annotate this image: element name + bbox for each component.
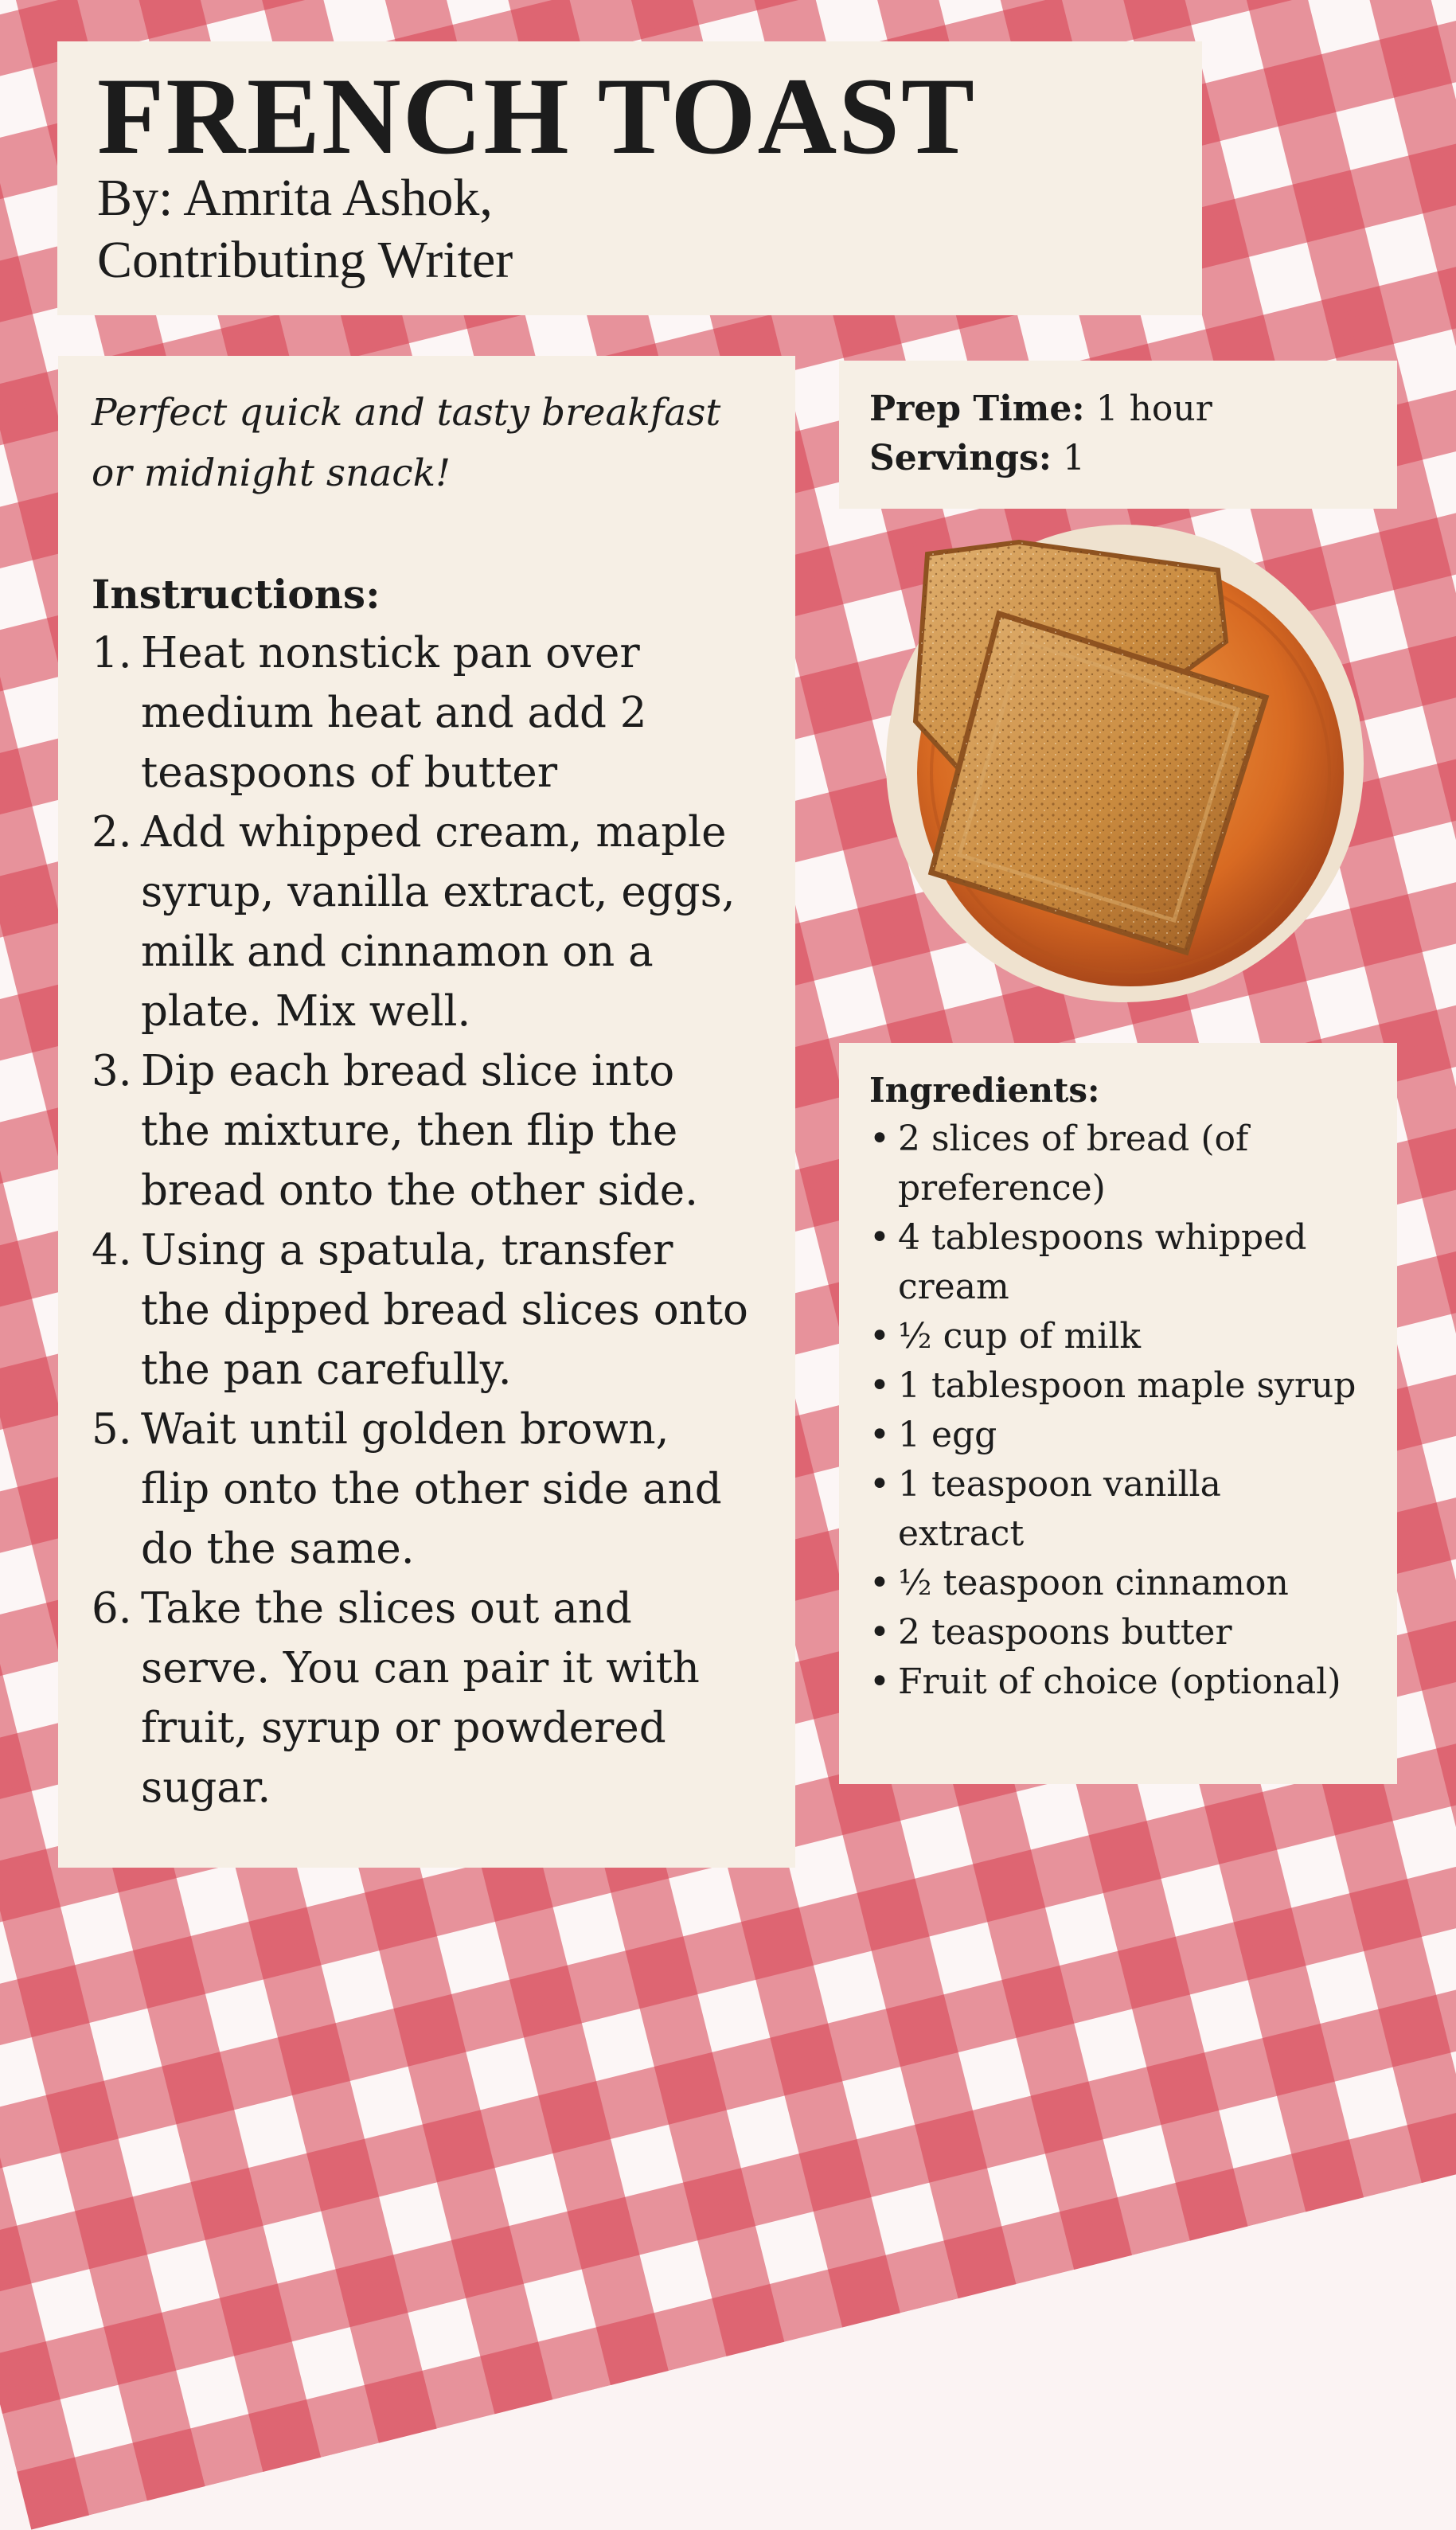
ingredient-line: Fruit of choice (optional) <box>898 1661 1341 1702</box>
byline-author: By: Amrita Ashok, <box>97 169 493 227</box>
step-line: teaspoons of butter <box>141 748 558 797</box>
step-line: Take the slices out and <box>141 1584 632 1633</box>
title-card <box>57 41 1202 315</box>
step-line: bread onto the other side. <box>141 1166 698 1215</box>
tagline-line: Perfect quick and tasty breakfast <box>92 391 721 435</box>
instructions-list <box>92 623 771 1817</box>
step-line: syrup, vanilla extract, eggs, <box>141 868 736 916</box>
prep-time-value: 1 hour <box>1095 388 1212 429</box>
instruction-step <box>92 623 771 802</box>
step-line: milk and cinnamon on a <box>141 927 654 976</box>
step-number: 6. <box>92 1584 132 1633</box>
ingredient-line: 2 slices of bread (of <box>898 1119 1249 1159</box>
servings-value: 1 <box>1063 438 1086 478</box>
ingredient-line: 1 egg <box>898 1415 997 1455</box>
ingredient-item <box>869 1312 1397 1361</box>
ingredient-item <box>869 1213 1397 1312</box>
ingredient-line: 1 teaspoon vanilla <box>898 1464 1221 1505</box>
step-line: Wait until golden brown, <box>141 1405 669 1454</box>
ingredient-item <box>869 1460 1397 1559</box>
ingredients-list <box>869 1115 1397 1707</box>
ingredient-item <box>869 1657 1397 1707</box>
ingredient-item <box>869 1411 1397 1460</box>
ingredient-line: cream <box>898 1267 1009 1307</box>
ingredient-item <box>869 1115 1397 1213</box>
step-number: 1. <box>92 629 132 677</box>
ingredient-line: ½ cup of milk <box>898 1316 1142 1357</box>
servings-row <box>869 434 1397 483</box>
step-line: sugar. <box>141 1763 271 1812</box>
tagline <box>92 383 771 504</box>
instruction-step <box>92 1400 771 1579</box>
step-line: plate. Mix well. <box>141 987 471 1036</box>
instruction-step <box>92 1041 771 1220</box>
step-line: fruit, syrup or powdered <box>141 1704 666 1752</box>
ingredient-line: preference) <box>898 1168 1106 1208</box>
step-line: the dipped bread slices onto <box>141 1286 748 1334</box>
instruction-step <box>92 1579 771 1817</box>
step-line: Using a spatula, transfer <box>141 1226 673 1275</box>
prep-info-card <box>839 361 1397 509</box>
servings-label: Servings: <box>869 438 1052 478</box>
step-number: 3. <box>92 1047 132 1095</box>
step-line: Dip each bread slice into <box>141 1047 675 1095</box>
ingredient-line: 1 tablespoon maple syrup <box>898 1365 1356 1406</box>
ingredient-item <box>869 1361 1397 1411</box>
ingredients-heading: Ingredients: <box>869 1071 1100 1110</box>
instruction-step <box>92 802 771 1041</box>
step-line: flip onto the other side and <box>141 1465 722 1513</box>
step-number: 2. <box>92 808 132 857</box>
ingredient-line: 2 teaspoons butter <box>898 1612 1232 1653</box>
step-line: the pan carefully. <box>141 1345 512 1394</box>
ingredient-line: extract <box>898 1513 1025 1554</box>
tagline-line: or midnight snack! <box>92 451 451 495</box>
ingredient-item <box>869 1608 1397 1657</box>
step-line: medium heat and add 2 <box>141 689 647 737</box>
step-line: do the same. <box>141 1525 415 1573</box>
step-line: serve. You can pair it with <box>141 1644 700 1693</box>
step-line: Add whipped cream, maple <box>141 808 727 857</box>
step-line: the mixture, then flip the <box>141 1107 678 1155</box>
instruction-step <box>92 1220 771 1400</box>
ingredients-card <box>839 1043 1397 1784</box>
step-number: 5. <box>92 1405 132 1454</box>
ingredient-line: 4 tablespoons whipped <box>898 1217 1307 1258</box>
instructions-heading: Instructions: <box>92 571 381 618</box>
byline-role: Contributing Writer <box>97 231 513 289</box>
prep-time-label: Prep Time: <box>869 388 1085 429</box>
instructions-card <box>58 356 795 1868</box>
prep-time-row <box>869 385 1397 434</box>
ingredient-item <box>869 1559 1397 1608</box>
step-line: Heat nonstick pan over <box>141 629 640 677</box>
french-toast-photo <box>884 522 1366 1005</box>
recipe-title: FRENCH TOAST <box>97 55 977 177</box>
ingredient-line: ½ teaspoon cinnamon <box>898 1563 1289 1603</box>
step-number: 4. <box>92 1226 132 1275</box>
